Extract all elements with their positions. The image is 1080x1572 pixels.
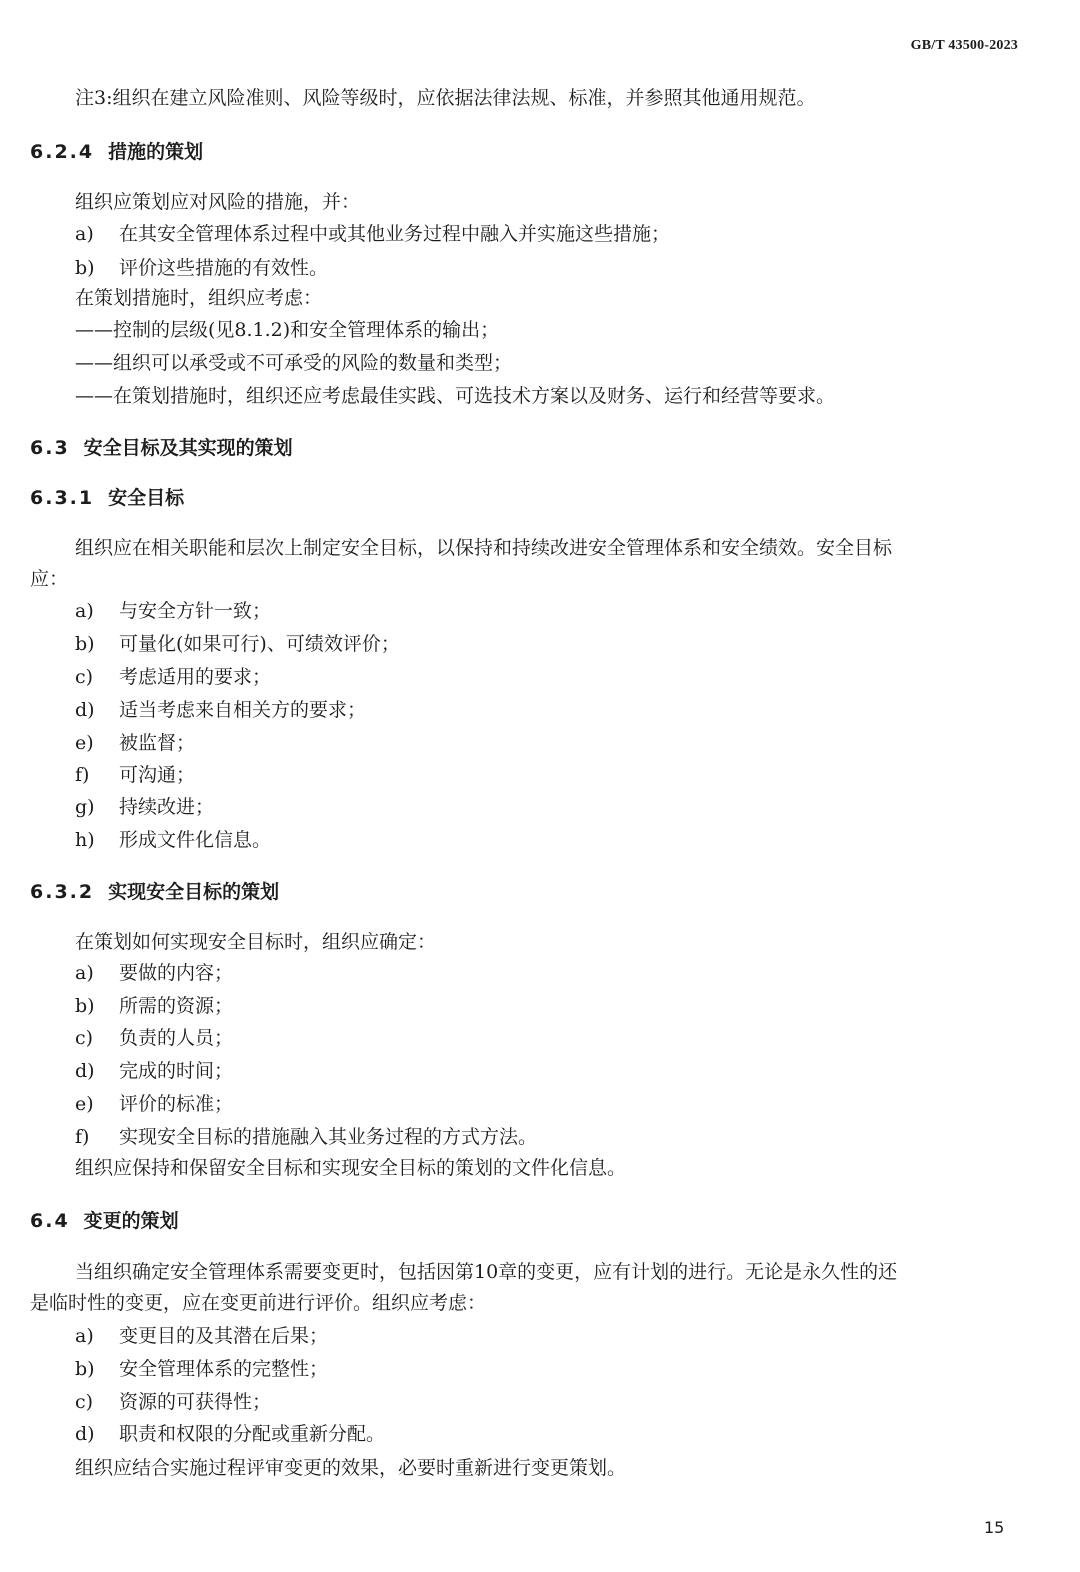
list-item — [75, 795, 214, 819]
list-text: 可沟通； — [119, 764, 196, 786]
section-title: 安全目标及其实现的策划 — [83, 437, 293, 459]
paragraph: 在策划如何实现安全目标时，组织应确定： — [75, 931, 437, 953]
list-text: 可量化(如果可行)、可绩效评价； — [119, 633, 400, 655]
section-title: 变更的策划 — [83, 1210, 179, 1232]
list-label: d) — [75, 1060, 95, 1082]
list-label: b) — [75, 257, 95, 279]
list-item — [75, 222, 670, 246]
heading-6-3-1 — [30, 486, 184, 510]
list-item — [75, 1026, 233, 1050]
list-item — [75, 1357, 328, 1381]
list-text: 在其安全管理体系过程中或其他业务过程中融入并实施这些措施； — [119, 223, 671, 245]
section-number: 6.3 — [30, 437, 70, 459]
list-label: b) — [75, 1358, 95, 1380]
note-3: 注3:组织在建立风险准则、风险等级时，应依据法律法规、标准，并参照其他通用规范。 — [75, 87, 816, 109]
section-title: 措施的策划 — [108, 141, 204, 163]
paragraph: 组织应策划应对风险的措施，并： — [75, 191, 361, 213]
list-label: e) — [75, 1093, 94, 1115]
list-text: 要做的内容； — [119, 962, 234, 984]
list-item — [75, 763, 195, 787]
list-label: f) — [75, 764, 90, 786]
section-number: 6.4 — [30, 1210, 70, 1232]
list-item — [75, 1125, 537, 1149]
list-label: f) — [75, 1126, 90, 1148]
list-text: 被监督； — [119, 732, 196, 754]
list-item — [75, 961, 233, 985]
section-number: 6.3.1 — [30, 487, 95, 509]
list-item — [75, 599, 271, 623]
paragraph: 当组织确定安全管理体系需要变更时，包括因第10章的变更，应有计划的进行。无论是永久性的还 — [75, 1261, 898, 1283]
paragraph: 组织应在相关职能和层次上制定安全目标，以保持和持续改进安全管理体系和安全绩效。安全目标 — [75, 537, 893, 559]
list-text: 变更目的及其潜在后果； — [119, 1325, 329, 1347]
list-text: 形成文件化信息。 — [119, 829, 272, 851]
list-text: 适当考虑来自相关方的要求； — [119, 699, 367, 721]
list-label: d) — [75, 1423, 95, 1445]
list-label: a) — [75, 1325, 94, 1347]
list-label: g) — [75, 796, 95, 818]
list-text: 职责和权限的分配或重新分配。 — [119, 1423, 386, 1445]
list-item — [75, 1324, 328, 1348]
list-item — [75, 698, 366, 722]
paragraph: 组织应保持和保留安全目标和实现安全目标的策划的文件化信息。 — [75, 1157, 627, 1179]
page-number: 15 — [984, 1518, 1005, 1537]
heading-6-3 — [30, 436, 293, 460]
list-item — [75, 1422, 385, 1446]
list-label: a) — [75, 600, 94, 622]
list-text: 完成的时间； — [119, 1060, 234, 1082]
list-label: e) — [75, 732, 94, 754]
list-item — [75, 632, 400, 656]
paragraph: 在策划措施时，组织应考虑： — [75, 287, 323, 309]
list-label: c) — [75, 666, 94, 688]
list-text: 安全管理体系的完整性； — [119, 1358, 329, 1380]
dash-item: ——控制的层级(见8.1.2)和安全管理体系的输出； — [75, 319, 500, 341]
heading-6-4 — [30, 1209, 179, 1233]
list-item — [75, 994, 233, 1018]
dash-item: ——在策划措施时，组织还应考虑最佳实践、可选技术方案以及财务、运行和经营等要求。 — [75, 385, 836, 407]
list-label: c) — [75, 1391, 94, 1413]
list-item — [75, 731, 195, 755]
list-item — [75, 1390, 271, 1414]
list-text: 考虑适用的要求； — [119, 666, 272, 688]
list-item — [75, 1092, 233, 1116]
section-number: 6.3.2 — [30, 881, 95, 903]
list-text: 评价这些措施的有效性。 — [119, 257, 329, 279]
list-item — [75, 665, 271, 689]
list-label: b) — [75, 633, 95, 655]
paragraph-continued: 是临时性的变更，应在变更前进行评价。组织应考虑： — [30, 1292, 487, 1314]
list-item — [75, 256, 328, 280]
list-label: h) — [75, 829, 95, 851]
paragraph: 组织应结合实施过程评审变更的效果，必要时重新进行变更策划。 — [75, 1457, 627, 1479]
list-label: d) — [75, 699, 95, 721]
list-item — [75, 828, 271, 852]
list-text: 持续改进； — [119, 796, 215, 818]
list-label: c) — [75, 1027, 94, 1049]
list-item — [75, 1059, 233, 1083]
section-title: 实现安全目标的策划 — [108, 881, 280, 903]
list-label: a) — [75, 962, 94, 984]
section-number: 6.2.4 — [30, 141, 95, 163]
heading-6-3-2 — [30, 880, 279, 904]
list-text: 实现安全目标的措施融入其业务过程的方式方法。 — [119, 1126, 538, 1148]
list-text: 评价的标准； — [119, 1093, 234, 1115]
list-text: 负责的人员； — [119, 1027, 234, 1049]
list-label: b) — [75, 995, 95, 1017]
list-text: 所需的资源； — [119, 995, 234, 1017]
list-text: 资源的可获得性； — [119, 1391, 272, 1413]
paragraph-continued: 应： — [30, 568, 69, 590]
standard-code: GB/T 43500-2023 — [910, 38, 1018, 53]
dash-item: ——组织可以承受或不可承受的风险的数量和类型； — [75, 352, 513, 374]
list-label: a) — [75, 223, 94, 245]
list-text: 与安全方针一致； — [119, 600, 272, 622]
heading-6-2-4 — [30, 140, 203, 164]
section-title: 安全目标 — [108, 487, 185, 509]
